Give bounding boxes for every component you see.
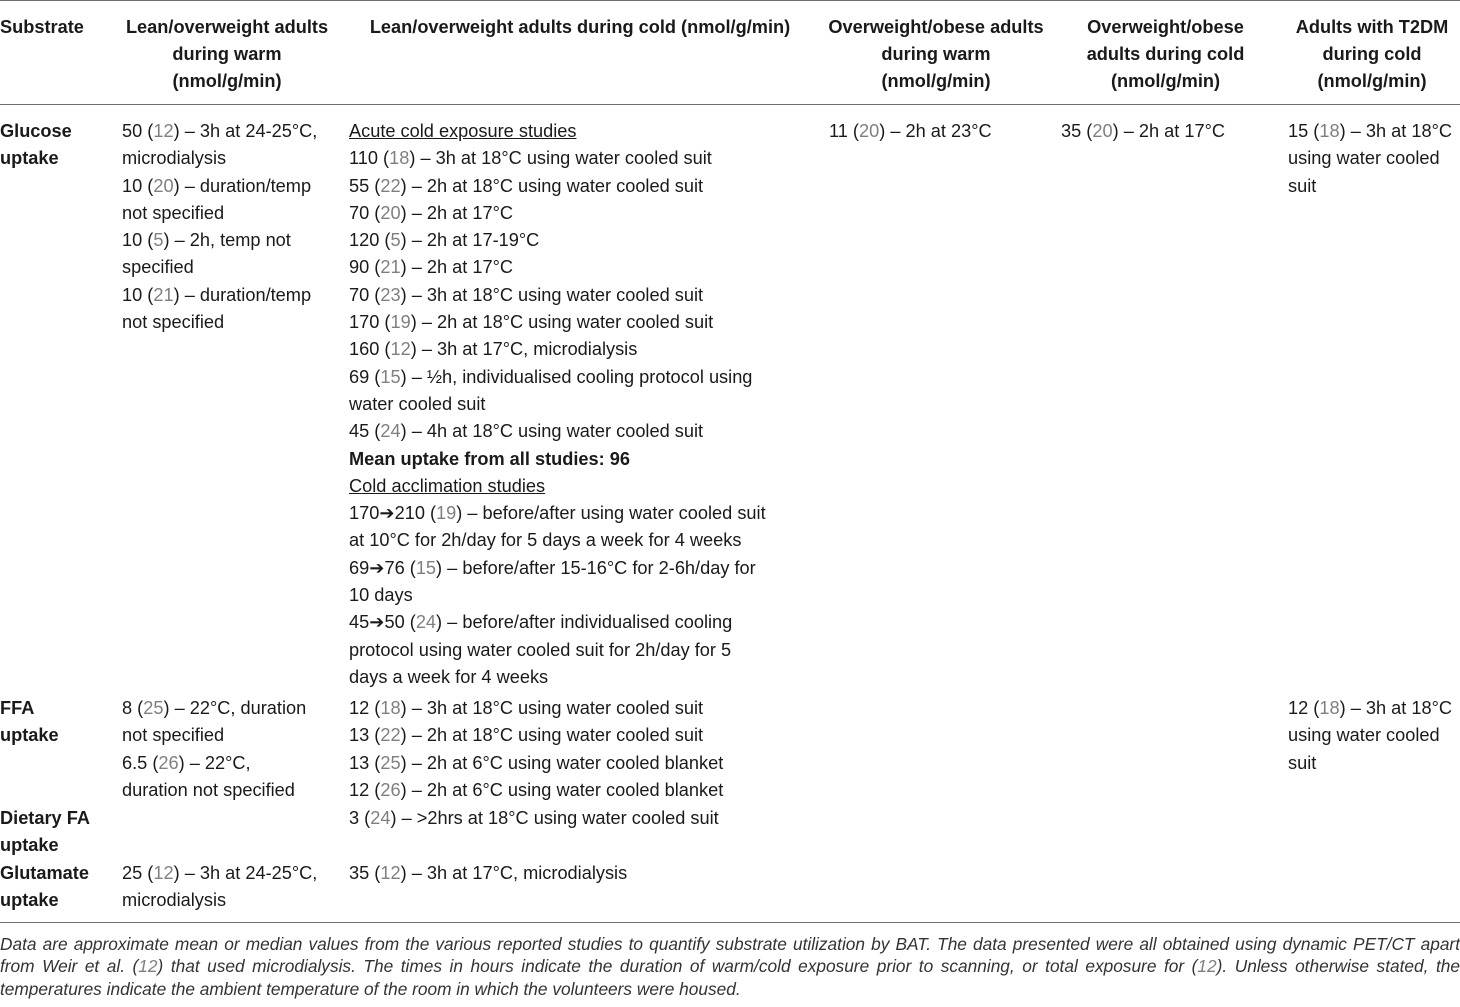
cell-line-detail: ) – 2h at 18°C using water cooled suit [400, 175, 704, 196]
cell-line-detail: ) – 2h at 18°C using water cooled suit [410, 312, 714, 333]
citation-ref[interactable]: 18 [389, 148, 410, 169]
cell-line-text: microdialysis [122, 890, 227, 911]
cell-line [349, 500, 766, 527]
cell-line-text: 11 ( [829, 121, 859, 141]
cell-line [122, 118, 317, 145]
cell-line-text: 50 ( [122, 121, 154, 141]
cell-line [349, 664, 766, 691]
cell-ffa-lean-warm [122, 695, 306, 804]
cell-line [122, 860, 317, 887]
cell-line-detail: ) – before/after using water cooled suit [456, 503, 766, 524]
cell-glutamate-lean-cold [349, 860, 627, 887]
cell-line [122, 750, 306, 777]
row-label-glucose: Glucose uptake [0, 121, 72, 169]
cell-line-text: 70 ( [349, 202, 381, 223]
cell-line-text: 10 ( [122, 175, 154, 196]
citation-ref[interactable]: 5 [390, 230, 401, 251]
citation-ref[interactable]: 23 [380, 284, 401, 305]
table-footnote [0, 933, 1460, 1000]
cell-line-detail: ) – 3h at 18°C [1339, 698, 1452, 718]
cell-line-text: suit [1288, 752, 1317, 773]
cell-ffa-lean-cold [349, 695, 723, 804]
cell-line-text: 69➔76 ( [349, 557, 416, 578]
cell-line [829, 118, 992, 145]
citation-ref[interactable]: 20 [153, 175, 174, 196]
header-substrate: Substrate [0, 17, 84, 37]
citation-ref[interactable]: 12 [390, 339, 411, 360]
citation-ref[interactable]: 15 [380, 366, 401, 387]
cell-line-detail: ) – 2h at 18°C using water cooled suit [400, 725, 704, 746]
cell-line-text: suit [1288, 175, 1317, 196]
cell-line-detail: ) – 22°C, duration [163, 698, 307, 718]
cell-line [349, 777, 723, 804]
citation-ref[interactable]: 21 [153, 284, 174, 305]
cell-line-text: 45➔50 ( [349, 612, 416, 633]
cell-line [1288, 695, 1452, 722]
cell-line [122, 777, 306, 804]
cell-line [349, 173, 766, 200]
cell-line-text: 170➔210 ( [349, 503, 437, 524]
cell-line-text: using water cooled [1288, 725, 1440, 746]
cell-line [349, 473, 766, 500]
cell-ffa-t2dm-cold [1288, 695, 1452, 777]
cell-line-detail: ) – 2h at 17°C [400, 257, 513, 278]
cell-line [122, 722, 306, 749]
header-lean-warm: Lean/overweight adults during warm (nmol/g/min) [125, 17, 329, 91]
citation-ref[interactable]: 21 [380, 257, 401, 278]
cell-glutamate-lean-warm [122, 860, 317, 915]
cell-line-detail: ) – 3h at 24-25°C, [173, 121, 318, 141]
cell-line-text: 25 ( [122, 863, 154, 883]
cell-line [122, 695, 306, 722]
citation-ref[interactable]: 24 [370, 808, 391, 828]
row-label-glutamate: Glutamate uptake [0, 863, 89, 911]
cell-line [349, 527, 766, 554]
cell-line [349, 609, 766, 636]
cell-line-detail: ) – 3h at 24-25°C, [173, 863, 318, 883]
cell-line-text: 70 ( [349, 284, 381, 305]
cell-line-text: 45 ( [349, 421, 381, 442]
citation-ref[interactable]: 22 [380, 725, 401, 746]
cell-line-detail: ) – 3h at 18°C [1339, 121, 1452, 141]
cell-line-text: 35 ( [1061, 121, 1093, 141]
cell-line [1288, 145, 1452, 172]
cell-line [349, 446, 766, 473]
cell-line [349, 336, 766, 363]
citation-ref[interactable]: 19 [436, 503, 457, 524]
cell-line-detail: ) – before/after individualised cooling [436, 612, 733, 633]
cell-line-text: 160 ( [349, 339, 391, 360]
cell-line [122, 173, 317, 200]
header-lean-cold: Lean/overweight adults during cold (nmol/g/min) [369, 17, 791, 37]
cell-line-text: not specified [122, 725, 225, 746]
cell-glucose-lean-cold [349, 118, 766, 691]
cell-line-detail: ) – ½h, individualised cooling protocol using [400, 366, 753, 387]
cell-line-detail: ) – duration/temp [173, 284, 312, 305]
cell-line-text: 10 days [349, 585, 413, 606]
cell-glucose-obese-cold [1061, 118, 1225, 145]
cell-line [349, 364, 766, 391]
citation-ref[interactable]: 24 [380, 421, 401, 442]
citation-ref[interactable]: 20 [380, 202, 401, 223]
cell-line [349, 805, 719, 832]
cell-line-text: duration not specified [122, 779, 295, 800]
cell-line-text: 3 ( [349, 808, 371, 828]
cell-line-detail: ) – 2h at 17°C [400, 202, 513, 223]
cell-line [349, 750, 723, 777]
cell-line-text: not specified [122, 202, 225, 223]
citation-ref[interactable]: 20 [1092, 121, 1113, 141]
cell-dietary-lean-cold [349, 805, 719, 832]
cell-line-text: 12 ( [1288, 698, 1320, 718]
cell-line-text: 15 ( [1288, 121, 1320, 141]
citation-ref[interactable]: 19 [390, 312, 411, 333]
cell-line-text: days a week for 4 weeks [349, 666, 549, 687]
cell-line-text: 90 ( [349, 257, 381, 278]
cell-line-text: 13 ( [349, 725, 381, 746]
cell-line-text: 69 ( [349, 366, 381, 387]
header-obese-cold: Overweight/obese adults during cold (nmol/g/min) [1086, 17, 1245, 91]
footnote-text-a: Data are approximate mean or median values from the various reported studies to quantify substrate utilization by BAT. The data presented were all obtained using dynamic PET/CT apart from Weir et al. ( [0, 934, 1460, 977]
cell-line [1288, 722, 1452, 749]
cell-line-text: 170 ( [349, 312, 391, 333]
cell-line-text: 110 ( [349, 148, 390, 169]
cell-line [349, 637, 766, 664]
citation-ref[interactable]: 20 [859, 121, 880, 141]
cell-line [122, 887, 317, 914]
citation-ref[interactable]: 12 [380, 863, 401, 883]
table-bottom-rule [0, 922, 1460, 923]
cell-line [349, 391, 766, 418]
cell-line [1288, 750, 1452, 777]
cell-line [349, 582, 766, 609]
cell-line [122, 200, 317, 227]
cell-line [349, 418, 766, 445]
cell-line [1288, 118, 1452, 145]
footnote-text-c: ). Unless otherwise stated, the temperatures indicate the ambient temperature of the room in which the volunteers were housed. [0, 956, 1460, 999]
cell-line [349, 282, 766, 309]
cell-line-text: Mean uptake from all studies: 96 [349, 448, 630, 469]
cell-line-text: 35 ( [349, 863, 381, 883]
cell-line [122, 282, 317, 309]
row-label-dietary-fa: Dietary FA uptake [0, 808, 90, 856]
cell-line [122, 309, 317, 336]
cell-line-text: 10 ( [122, 230, 154, 251]
citation-ref[interactable]: 18 [1319, 698, 1340, 718]
citation-ref[interactable]: 22 [380, 175, 401, 196]
cell-line-text: at 10°C for 2h/day for 5 days a week for 4 weeks [349, 530, 742, 551]
cell-line [349, 309, 766, 336]
cell-glucose-lean-warm [122, 118, 317, 336]
citation-ref[interactable]: 12 [153, 121, 174, 141]
cell-line-detail: ) – 3h at 18°C using water cooled suit [409, 148, 712, 169]
cell-line [349, 227, 766, 254]
cell-line-detail: ) – 2h at 23°C [879, 121, 992, 141]
cell-line [349, 722, 723, 749]
cell-line-text: 12 ( [349, 698, 381, 718]
citation-ref[interactable]: 26 [380, 779, 401, 800]
cell-line-detail: ) – 2h at 6°C using water cooled blanket [400, 779, 724, 800]
cell-line-text: 120 ( [349, 230, 391, 251]
cell-line [1061, 118, 1225, 145]
cell-line-text: 10 ( [122, 284, 154, 305]
cell-line-text: microdialysis [122, 148, 227, 169]
cell-line-text: Cold acclimation studies [349, 475, 546, 496]
header-t2dm-cold: Adults with T2DM during cold (nmol/g/min) [1295, 17, 1449, 91]
cell-line-detail: ) – duration/temp [173, 175, 312, 196]
cell-line-text: specified [122, 257, 194, 278]
header-rule [0, 104, 1460, 105]
cell-line-text: 55 ( [349, 175, 381, 196]
citation-ref[interactable]: 18 [1319, 121, 1340, 141]
cell-line-text: Acute cold exposure studies [349, 121, 577, 141]
cell-line [349, 118, 766, 145]
cell-line-text: protocol using water cooled suit for 2h/day for 5 [349, 639, 732, 660]
cell-line-detail: ) – 2h at 17°C [1112, 121, 1225, 141]
cell-line [122, 254, 317, 281]
citation-ref[interactable]: 18 [380, 698, 401, 718]
citation-ref[interactable]: 12 [153, 863, 174, 883]
cell-line-detail: ) – 3h at 18°C using water cooled suit [400, 698, 704, 718]
cell-line-detail: ) – 2h at 17-19°C [400, 230, 540, 251]
cell-line-text: 12 ( [349, 779, 381, 800]
cell-line-detail: ) – 2h, temp not [163, 230, 291, 251]
row-label-ffa: FFA uptake [0, 698, 59, 746]
citation-ref[interactable]: 24 [415, 612, 437, 633]
cell-line-detail: ) – 22°C, [178, 752, 251, 773]
footnote-ref-2[interactable]: 12 [1197, 956, 1217, 977]
cell-line-text: 8 ( [122, 698, 144, 718]
cell-line-text: not specified [122, 312, 225, 333]
cell-line-text: using water cooled [1288, 148, 1440, 169]
cell-glucose-t2dm-cold [1288, 118, 1452, 200]
cell-line-text: 13 ( [349, 752, 381, 773]
cell-line [349, 254, 766, 281]
cell-line [349, 555, 766, 582]
cell-line-detail: ) – 4h at 18°C using water cooled suit [400, 421, 704, 442]
cell-line-detail: ) – 3h at 17°C, microdialysis [410, 339, 638, 360]
cell-line-text: 6.5 ( [122, 752, 159, 773]
cell-line-text: water cooled suit [349, 393, 486, 414]
cell-line-detail: ) – before/after 15-16°C for 2-6h/day for [436, 557, 756, 578]
citation-ref[interactable]: 5 [153, 230, 164, 251]
citation-ref[interactable]: 25 [143, 698, 164, 718]
cell-line [349, 200, 766, 227]
cell-glucose-obese-warm [829, 118, 992, 145]
cell-line [349, 145, 766, 172]
citation-ref[interactable]: 26 [158, 752, 179, 773]
cell-line-detail: ) – 3h at 17°C, microdialysis [400, 863, 628, 883]
footnote-text-b: ) that used microdialysis. The times in hours indicate the duration of warm/cold exposure prior to scanning, or total exposure for ( [157, 956, 1198, 977]
cell-line [1288, 173, 1452, 200]
cell-line-detail: ) – 3h at 18°C using water cooled suit [400, 284, 704, 305]
cell-line-detail: ) – 2h at 6°C using water cooled blanket [400, 752, 724, 773]
table-top-rule [0, 0, 1460, 1]
cell-line [122, 227, 317, 254]
footnote-ref-1[interactable]: 12 [138, 956, 158, 977]
citation-ref[interactable]: 15 [415, 557, 437, 578]
cell-line [349, 860, 627, 887]
cell-line [349, 695, 723, 722]
header-obese-warm: Overweight/obese adults during warm (nmol/g/min) [828, 17, 1044, 91]
cell-line [122, 145, 317, 172]
cell-line-detail: ) – >2hrs at 18°C using water cooled suit [390, 808, 719, 828]
citation-ref[interactable]: 25 [380, 752, 401, 773]
